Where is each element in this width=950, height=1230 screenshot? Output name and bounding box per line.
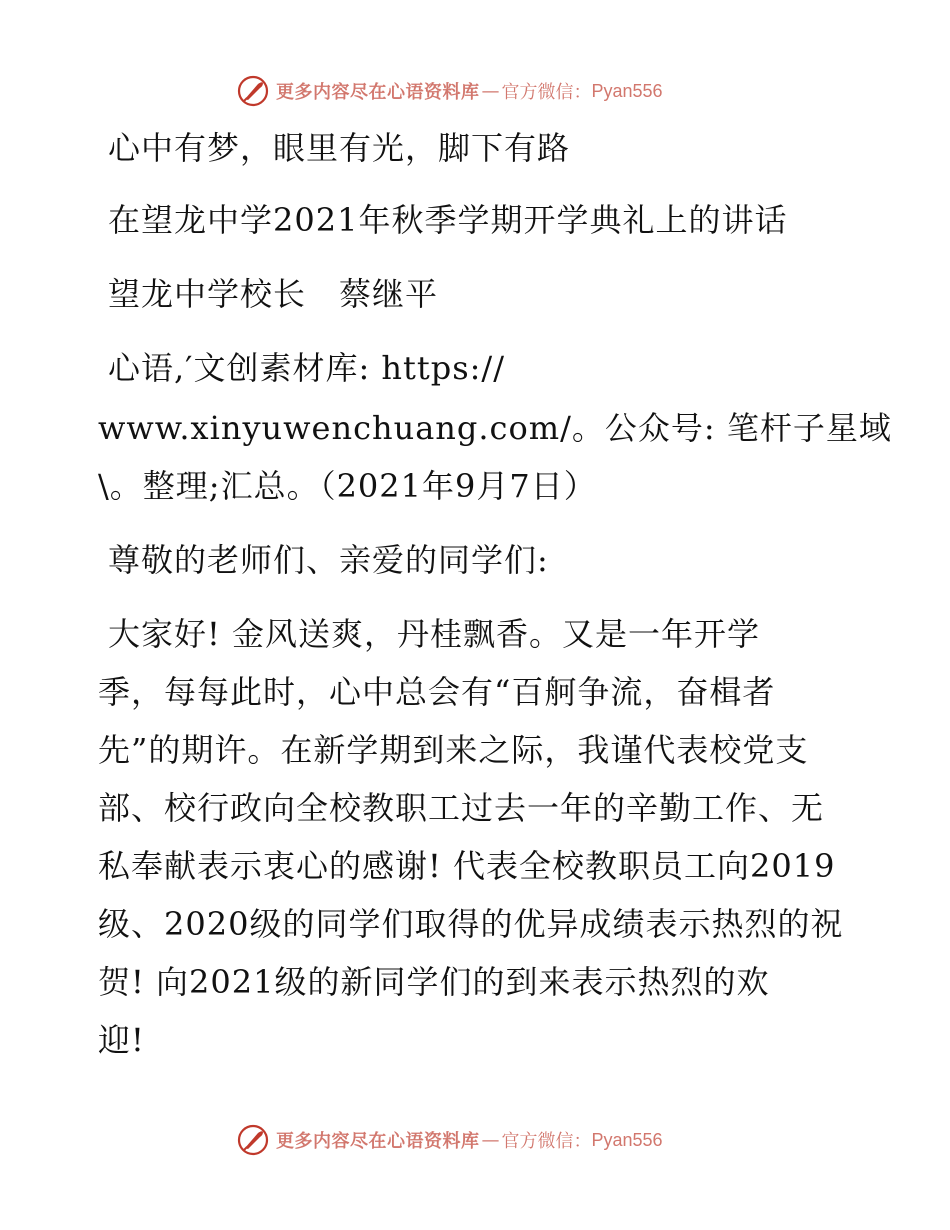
watermark-dash: — xyxy=(481,1129,500,1151)
document-title: 心中有梦，眼里有光，脚下有路 xyxy=(108,129,571,167)
body-line: 级、2020级的同学们取得的优异成绩表示热烈的祝 xyxy=(98,905,844,943)
body-line: 私奉献表示衷心的感谢! 代表全校教职员工向2019 xyxy=(98,847,836,885)
quill-circle-icon xyxy=(236,74,270,108)
document-subtitle: 在望龙中学2021年秋季学期开学典礼上的讲话 xyxy=(108,201,788,239)
watermark-header xyxy=(236,74,756,108)
quill-circle-icon xyxy=(236,1123,270,1157)
body-line: 季，每每此时，心中总会有“百舸争流，奋楫者 xyxy=(98,673,776,711)
watermark-text: 更多内容尽在心语资料库 xyxy=(276,82,480,103)
body-line: 大家好! 金风送爽，丹桂飘香。又是一年开学 xyxy=(108,615,761,653)
document-author: 望龙中学校长 蔡继平 xyxy=(108,275,439,313)
salutation: 尊敬的老师们、亲爱的同学们: xyxy=(108,541,549,579)
watermark-footer xyxy=(236,1123,756,1157)
watermark-wechat-id: Pyan556 xyxy=(591,1129,663,1150)
body-line: 迎! xyxy=(98,1021,145,1059)
body-line: 先”的期许。在新学期到来之际，我谨代表校党支 xyxy=(98,731,809,769)
body-line: 部、校行政向全校教职工过去一年的辛勤工作、无 xyxy=(98,789,825,827)
watermark-wechat-id: Pyan556 xyxy=(591,80,663,101)
watermark-dash: — xyxy=(481,80,500,102)
body-line: 贺! 向2021级的新同学们的到来表示热烈的欢 xyxy=(98,963,770,1001)
source-line: 心语,′文创素材库: https:// xyxy=(108,349,505,387)
source-line: www.xinyuwenchuang.com/。公众号: 笔杆子星域 xyxy=(98,409,892,447)
watermark-wechat-label: 官方微信： xyxy=(501,1131,592,1152)
watermark-wechat-label: 官方微信： xyxy=(501,82,592,103)
watermark-text: 更多内容尽在心语资料库 xyxy=(276,1131,480,1152)
source-line: \。整理;汇总。（2021年9月7日） xyxy=(98,467,597,505)
